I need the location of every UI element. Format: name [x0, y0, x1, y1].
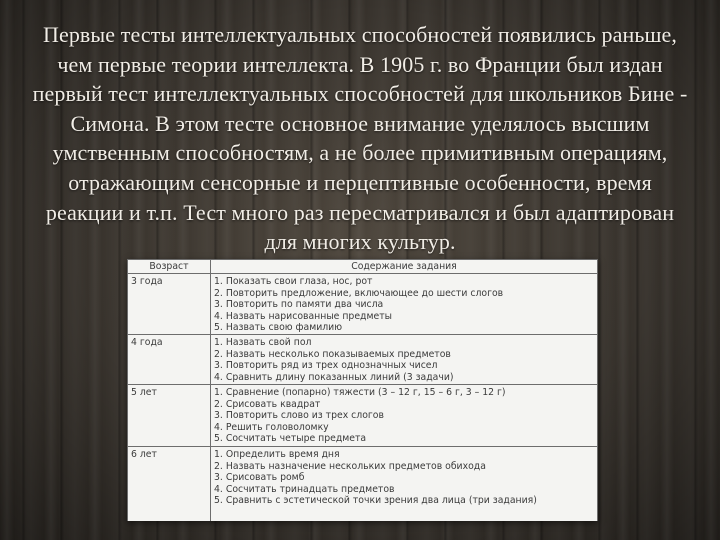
task-item: 5. Назвать свою фамилию	[214, 322, 343, 334]
task-item: 3. Срисовать ромб	[214, 472, 305, 484]
age-cell: 6 лет	[128, 447, 211, 522]
age-cell: 3 года	[128, 274, 211, 335]
task-item: 4. Сосчитать тринадцать предметов	[214, 483, 395, 495]
task-item: 1. Определить время дня	[214, 449, 340, 460]
task-item: 4. Сравнить длину показанных линий (3 задачи)	[214, 371, 454, 383]
table-row	[128, 447, 598, 522]
task-item: 4. Решить головоломку	[214, 421, 329, 433]
task-item: 3. Повторить по памяти два числа	[214, 299, 384, 311]
tasks-cell	[211, 385, 598, 447]
task-item: 2. Назвать назначение нескольких предметов обихода	[214, 460, 486, 472]
task-item: 5. Сравнить с эстетической точки зрения два лица (три задания)	[214, 495, 537, 507]
header-content: Содержание задания	[211, 260, 598, 274]
tasks-cell	[211, 274, 598, 335]
age-cell: 4 года	[128, 335, 211, 385]
task-item: 3. Повторить слово из трех слогов	[214, 410, 384, 422]
table-row	[128, 385, 598, 447]
task-item: 4. Назвать нарисованные предметы	[214, 310, 392, 322]
header-age: Возраст	[128, 260, 211, 274]
task-item: 2. Назвать несколько показываемых предметов	[214, 348, 451, 360]
slide-paragraph: Первые тесты интеллектуальных способностей появились раньше, чем первые теории интеллекта. В 1905 г. во Франции был издан первый тест интеллектуальных способностей для школьников Бине - Симона. В этом тесте основное внимание уделялось высшим умственным способностям, а не более примитивным операциям, отражающим сенсорные и перцептивные особенности, время реакции и т.п. Тест много раз пересматривался и был адаптирован для многих культур.	[32, 22, 688, 255]
binet-simon-table	[127, 259, 598, 521]
table-row	[128, 335, 598, 385]
tasks-cell	[211, 447, 598, 522]
task-item: 2. Повторить предложение, включающее до шести слогов	[214, 287, 504, 299]
tasks-cell	[211, 335, 598, 385]
task-item: 1. Назвать свой пол	[214, 337, 312, 348]
table-header-row	[128, 260, 598, 274]
table-row	[128, 274, 598, 335]
task-item: 1. Сравнение (попарно) тяжести (3 – 12 г, 15 – 6 г, 3 – 12 г)	[214, 387, 506, 398]
task-item: 1. Показать свои глаза, нос, рот	[214, 276, 373, 287]
task-item: 3. Повторить ряд из трех однозначных чисел	[214, 360, 438, 372]
tests-table	[127, 259, 598, 521]
task-item: 2. Срисовать квадрат	[214, 398, 321, 410]
task-item: 5. Сосчитать четыре предмета	[214, 433, 367, 445]
age-cell: 5 лет	[128, 385, 211, 447]
